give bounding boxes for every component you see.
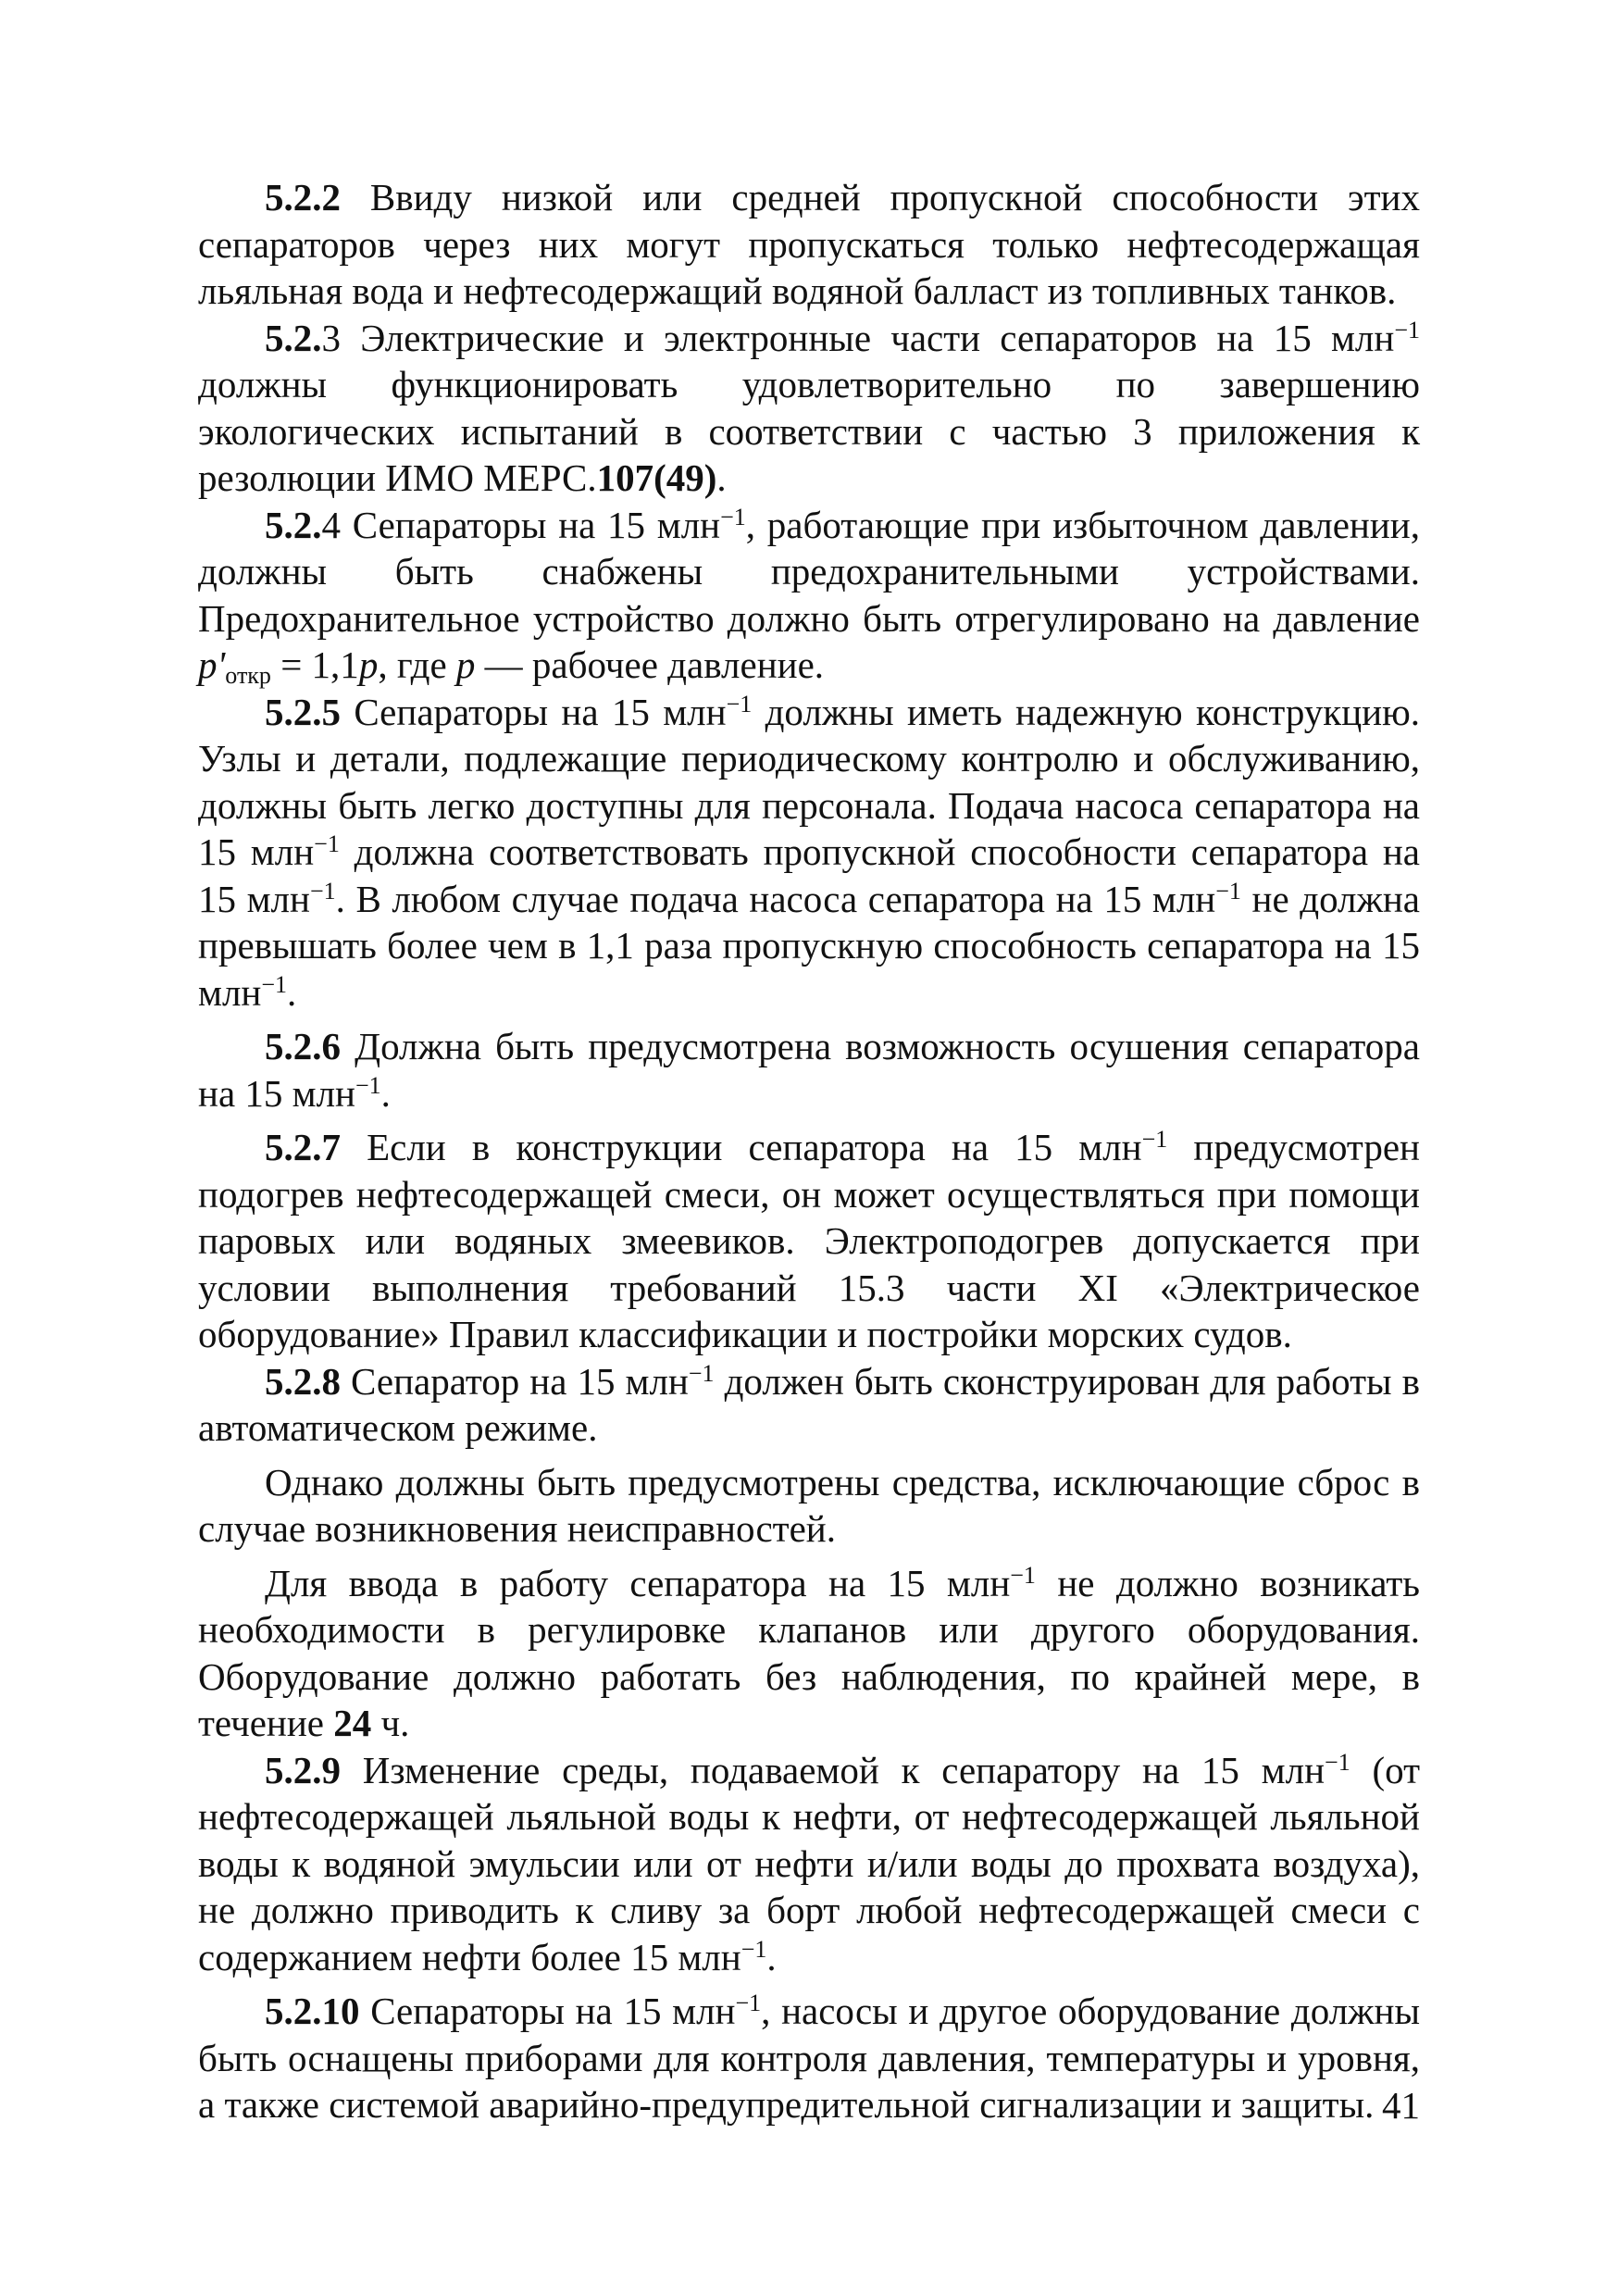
clause-number-rest: 4 xyxy=(321,503,341,546)
paragraph-text: Сепаратор на 15 млн xyxy=(341,1359,689,1403)
superscript: −1 xyxy=(1010,1561,1036,1589)
superscript: −1 xyxy=(314,830,340,857)
paragraph-5-2-10 xyxy=(198,1988,1420,2128)
paragraph-text: , работающие при избыточном давлении, должны быть снабжены предохранительными устройствами. Предохранительное устройство должно быть отрегулировано на давление xyxy=(198,503,1420,640)
paragraph-5-2-9 xyxy=(198,1747,1420,1981)
paragraph-5-2-2 xyxy=(198,174,1420,315)
paragraph-text: предусмотрен подогрев нефтесодержащей смеси, он может осуществляться при помощи паровых или водяных змеевиков. Электроподогрев допускается при условии выполнения требований 15.3 части XI «Электрическое оборудование» Правил классификации и постройки морских судов. xyxy=(198,1126,1420,1355)
formula-variable: p xyxy=(455,643,476,686)
clause-number: 5.2. xyxy=(265,503,322,546)
clause-number: 5.2.6 xyxy=(265,1025,341,1067)
paragraph-5-2-6 xyxy=(198,1023,1420,1117)
paragraph-text: Ввиду низкой или средней пропускной способности этих сепараторов через них могут пропускаться только нефтесодержащая льяльная вода и нефтесодержащий водяной балласт из топливных танков. xyxy=(198,176,1420,312)
paragraph-text: должны функционировать удовлетворительно по завершению экологических испытаний в соответствии с частью 3 приложения к резолюции ИМО МЕРС. xyxy=(198,363,1420,499)
paragraph-text: Электрические и электронные части сепараторов на 15 млн xyxy=(341,316,1395,359)
paragraph-continuation xyxy=(198,1560,1420,1747)
paragraph-text: должен быть сконструирован для работы в автоматическом режиме. xyxy=(198,1359,1420,1449)
paragraph-text: , насосы и другое оборудование должны быть оснащены приборами для контроля давления, температуры и уровня, а также системой аварийно-предупредительной сигнализации и защиты. xyxy=(198,1990,1420,2126)
superscript: −1 xyxy=(261,970,288,998)
paragraph-text: , где xyxy=(378,643,456,686)
paragraph-5-2-8 xyxy=(198,1358,1420,1452)
clause-number: 5.2.9 xyxy=(265,1748,341,1791)
paragraph-text: Изменение среды, подаваемой к сепаратору на 15 млн xyxy=(341,1748,1326,1791)
paragraph-text: Должна быть предусмотрена возможность осушения сепаратора на 15 млн xyxy=(198,1025,1420,1115)
paragraph-text: Если в конструкции сепаратора на 15 млн xyxy=(341,1126,1142,1168)
paragraph-5-2-7 xyxy=(198,1124,1420,1358)
superscript: −1 xyxy=(1325,1748,1350,1776)
subscript: откр xyxy=(225,662,271,689)
paragraph-text: не должно возникать необходимости в регулировке клапанов или другого оборудования. Оборудование должно работать без наблюдения, по крайней мере, в течение xyxy=(198,1561,1420,1744)
clause-number: 5.2. xyxy=(265,316,322,359)
clause-number: 5.2.7 xyxy=(265,1126,341,1168)
paragraph-text: . xyxy=(766,1935,777,1978)
paragraph-text: — рабочее давление. xyxy=(475,643,825,686)
paragraph-text: должна соответствовать пропускной способности сепаратора на 15 млн xyxy=(198,830,1420,920)
paragraph-continuation xyxy=(198,1459,1420,1553)
superscript: −1 xyxy=(726,690,753,718)
superscript: −1 xyxy=(735,1990,762,2016)
clause-number-rest: 3 xyxy=(321,316,341,359)
document-body xyxy=(198,174,1420,2128)
clause-number: 5.2.5 xyxy=(265,690,341,733)
clause-number: 5.2.10 xyxy=(265,1990,360,2032)
formula-variable: p xyxy=(358,643,379,686)
clause-number: 5.2.8 xyxy=(265,1359,341,1403)
paragraph-text: Для ввода в работу сепаратора на 15 млн xyxy=(265,1561,1011,1604)
paragraph-text: . В любом случае подача насоса сепаратора на 15 млн xyxy=(335,877,1216,920)
paragraph-text: Сепараторы на 15 млн xyxy=(341,503,721,546)
paragraph-5-2-4 xyxy=(198,502,1420,689)
superscript: −1 xyxy=(1394,316,1420,343)
superscript: −1 xyxy=(1141,1126,1168,1153)
resolution-ref: 107(49) xyxy=(596,456,717,499)
superscript: −1 xyxy=(688,1359,715,1387)
paragraph-text: Однако должны быть предусмотрены средства, исключающие сброс в случае возникновения неисправностей. xyxy=(198,1460,1420,1550)
paragraph-5-2-3 xyxy=(198,315,1420,502)
paragraph-text: = 1,1 xyxy=(270,643,359,686)
paragraph-5-2-5 xyxy=(198,689,1420,1017)
paragraph-text: . xyxy=(716,456,727,499)
paragraph-text: . xyxy=(380,1071,391,1115)
superscript: −1 xyxy=(355,1071,381,1099)
paragraph-text: ч. xyxy=(371,1702,410,1744)
superscript: −1 xyxy=(741,1935,767,1963)
paragraph-text: . xyxy=(287,970,297,1014)
hours-value: 24 xyxy=(333,1702,372,1744)
paragraph-text: (от нефтесодержащей льяльной воды к нефти, от нефтесодержащей льяльной воды к водяной эмульсии или от нефти и/или воды до прохвата воздуха), не должно приводить к сливу за борт любой нефтесодержащей смеси с содержанием нефти более 15 млн xyxy=(198,1748,1420,1978)
superscript: −1 xyxy=(309,877,336,905)
formula-variable: p' xyxy=(198,643,226,686)
superscript: −1 xyxy=(720,503,746,530)
paragraph-text: не должна превышать более чем в 1,1 раза пропускную способность сепаратора на 15 млн xyxy=(198,877,1420,1014)
paragraph-text: должны иметь надежную конструкцию. Узлы и детали, подлежащие периодическому контролю и обслуживанию, должны быть легко доступны для персонала. Подача насоса сепаратора на 15 млн xyxy=(198,690,1420,873)
clause-number: 5.2.2 xyxy=(265,176,341,218)
page-number: 41 xyxy=(1382,2084,1420,2127)
paragraph-text: Сепараторы на 15 млн xyxy=(359,1990,736,2032)
paragraph-text: Сепараторы на 15 млн xyxy=(341,690,727,733)
superscript: −1 xyxy=(1215,877,1241,905)
